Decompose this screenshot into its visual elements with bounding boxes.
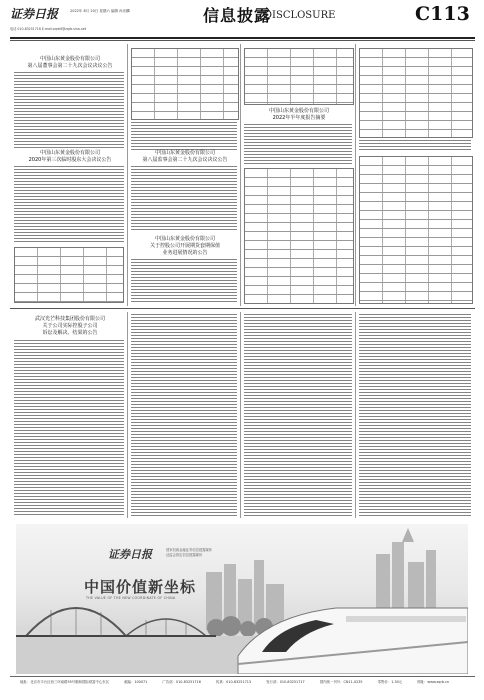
- footer-web: 网址：www.zqrb.cn: [417, 680, 450, 684]
- footer-publication: 国内统一刊号：CN11-0235: [319, 680, 363, 684]
- shareholder-table: [359, 48, 473, 138]
- notice-title: 2022年半年度报告摘要: [272, 115, 326, 121]
- section-title: 信息披露: [203, 6, 272, 25]
- notice-title: 第八届董事会第二十九次会议决议公告: [27, 63, 113, 69]
- notice-title: 中国山东黄金股份有限公司: [268, 108, 329, 114]
- report-summary-body: [244, 124, 352, 164]
- notice-body: [14, 340, 124, 516]
- ad-logo: 证券日报: [108, 548, 152, 561]
- notice-title: 中国山东黄金股份有限公司: [154, 236, 215, 242]
- ad-subline: THE VALUE OF THE NEW COORDINATE OF CHINA: [86, 596, 176, 600]
- header-rule-thin: [10, 40, 475, 41]
- notice-title: 中国山东黄金股份有限公司: [154, 150, 215, 156]
- notice-body: [131, 259, 237, 303]
- notice-title: 关于公司实际控股子公司: [42, 323, 98, 329]
- ad-headline: 中国价值新坐标: [84, 578, 197, 596]
- notice-title: 第八届监事会第二十九次会议决议公告: [142, 157, 228, 163]
- section-title-en: DISCLOSURE: [264, 10, 336, 21]
- notice-body: [131, 166, 237, 232]
- footer-fax: 传真：010-83251713: [215, 680, 252, 684]
- header-rule: [10, 37, 475, 39]
- footer-postcode: 邮编：100071: [124, 680, 148, 684]
- notice-title: 关于控股公司开展期货套期保值: [149, 243, 220, 249]
- page-number: C113: [415, 3, 470, 25]
- notice-body: [131, 314, 237, 516]
- footer-rule: [10, 676, 475, 677]
- footer: [20, 679, 470, 684]
- contact-line: 电话 010-83251716 E-mail:zqrb9@zqrb.sina.net: [10, 27, 86, 31]
- ad-tagline: 国家权威金融证券信息披露媒体: [166, 548, 213, 552]
- notice-body: [131, 122, 237, 150]
- newspaper-logo: 证券日报: [10, 7, 59, 21]
- data-table: [131, 48, 239, 120]
- column-divider: [240, 312, 241, 518]
- table-note: [359, 140, 471, 152]
- notice-body: [359, 314, 471, 516]
- column-divider: [355, 44, 356, 306]
- advertisement: [16, 524, 468, 674]
- issue-date: 2022年 8月 20日 星期六 编辑 孙乐麟: [70, 9, 130, 13]
- ad-tagline: 证监会指定信息披露媒体: [166, 553, 203, 557]
- column-divider: [127, 312, 128, 518]
- footer-ad-phone: 广告部：010-83251716: [162, 680, 201, 684]
- notice-body: [244, 314, 352, 516]
- notice-body: [14, 72, 124, 148]
- ad-illustration: [16, 524, 468, 674]
- data-table: [244, 48, 354, 105]
- notice-title: 中国山东黄金股份有限公司: [39, 56, 100, 62]
- column-divider: [127, 44, 128, 306]
- notice-body: [14, 166, 124, 244]
- notice-title: 诉讼及解决、结果的公告: [42, 330, 98, 336]
- footer-distribution: 发行部：010-83251717: [266, 680, 305, 684]
- column-divider: [240, 44, 241, 306]
- financial-table: [244, 168, 354, 304]
- notice-title: 中国山东黄金股份有限公司: [39, 150, 100, 156]
- footer-price: 零售价：1.30元: [377, 680, 403, 684]
- section-divider: [10, 308, 475, 309]
- footer-address: 地址：北京市丰台区西三环南路55号顺和国际财富中心东区: [20, 680, 110, 684]
- notice-title: 2020年第三次临时股东大会决议公告: [28, 157, 112, 163]
- column-divider: [355, 312, 356, 518]
- financial-table: [359, 156, 473, 304]
- notice-title: 业务进展情况的公告: [162, 250, 208, 256]
- notice-title: 武汉光芒科技集团股份有限公司: [34, 316, 105, 322]
- vote-table: [14, 247, 124, 303]
